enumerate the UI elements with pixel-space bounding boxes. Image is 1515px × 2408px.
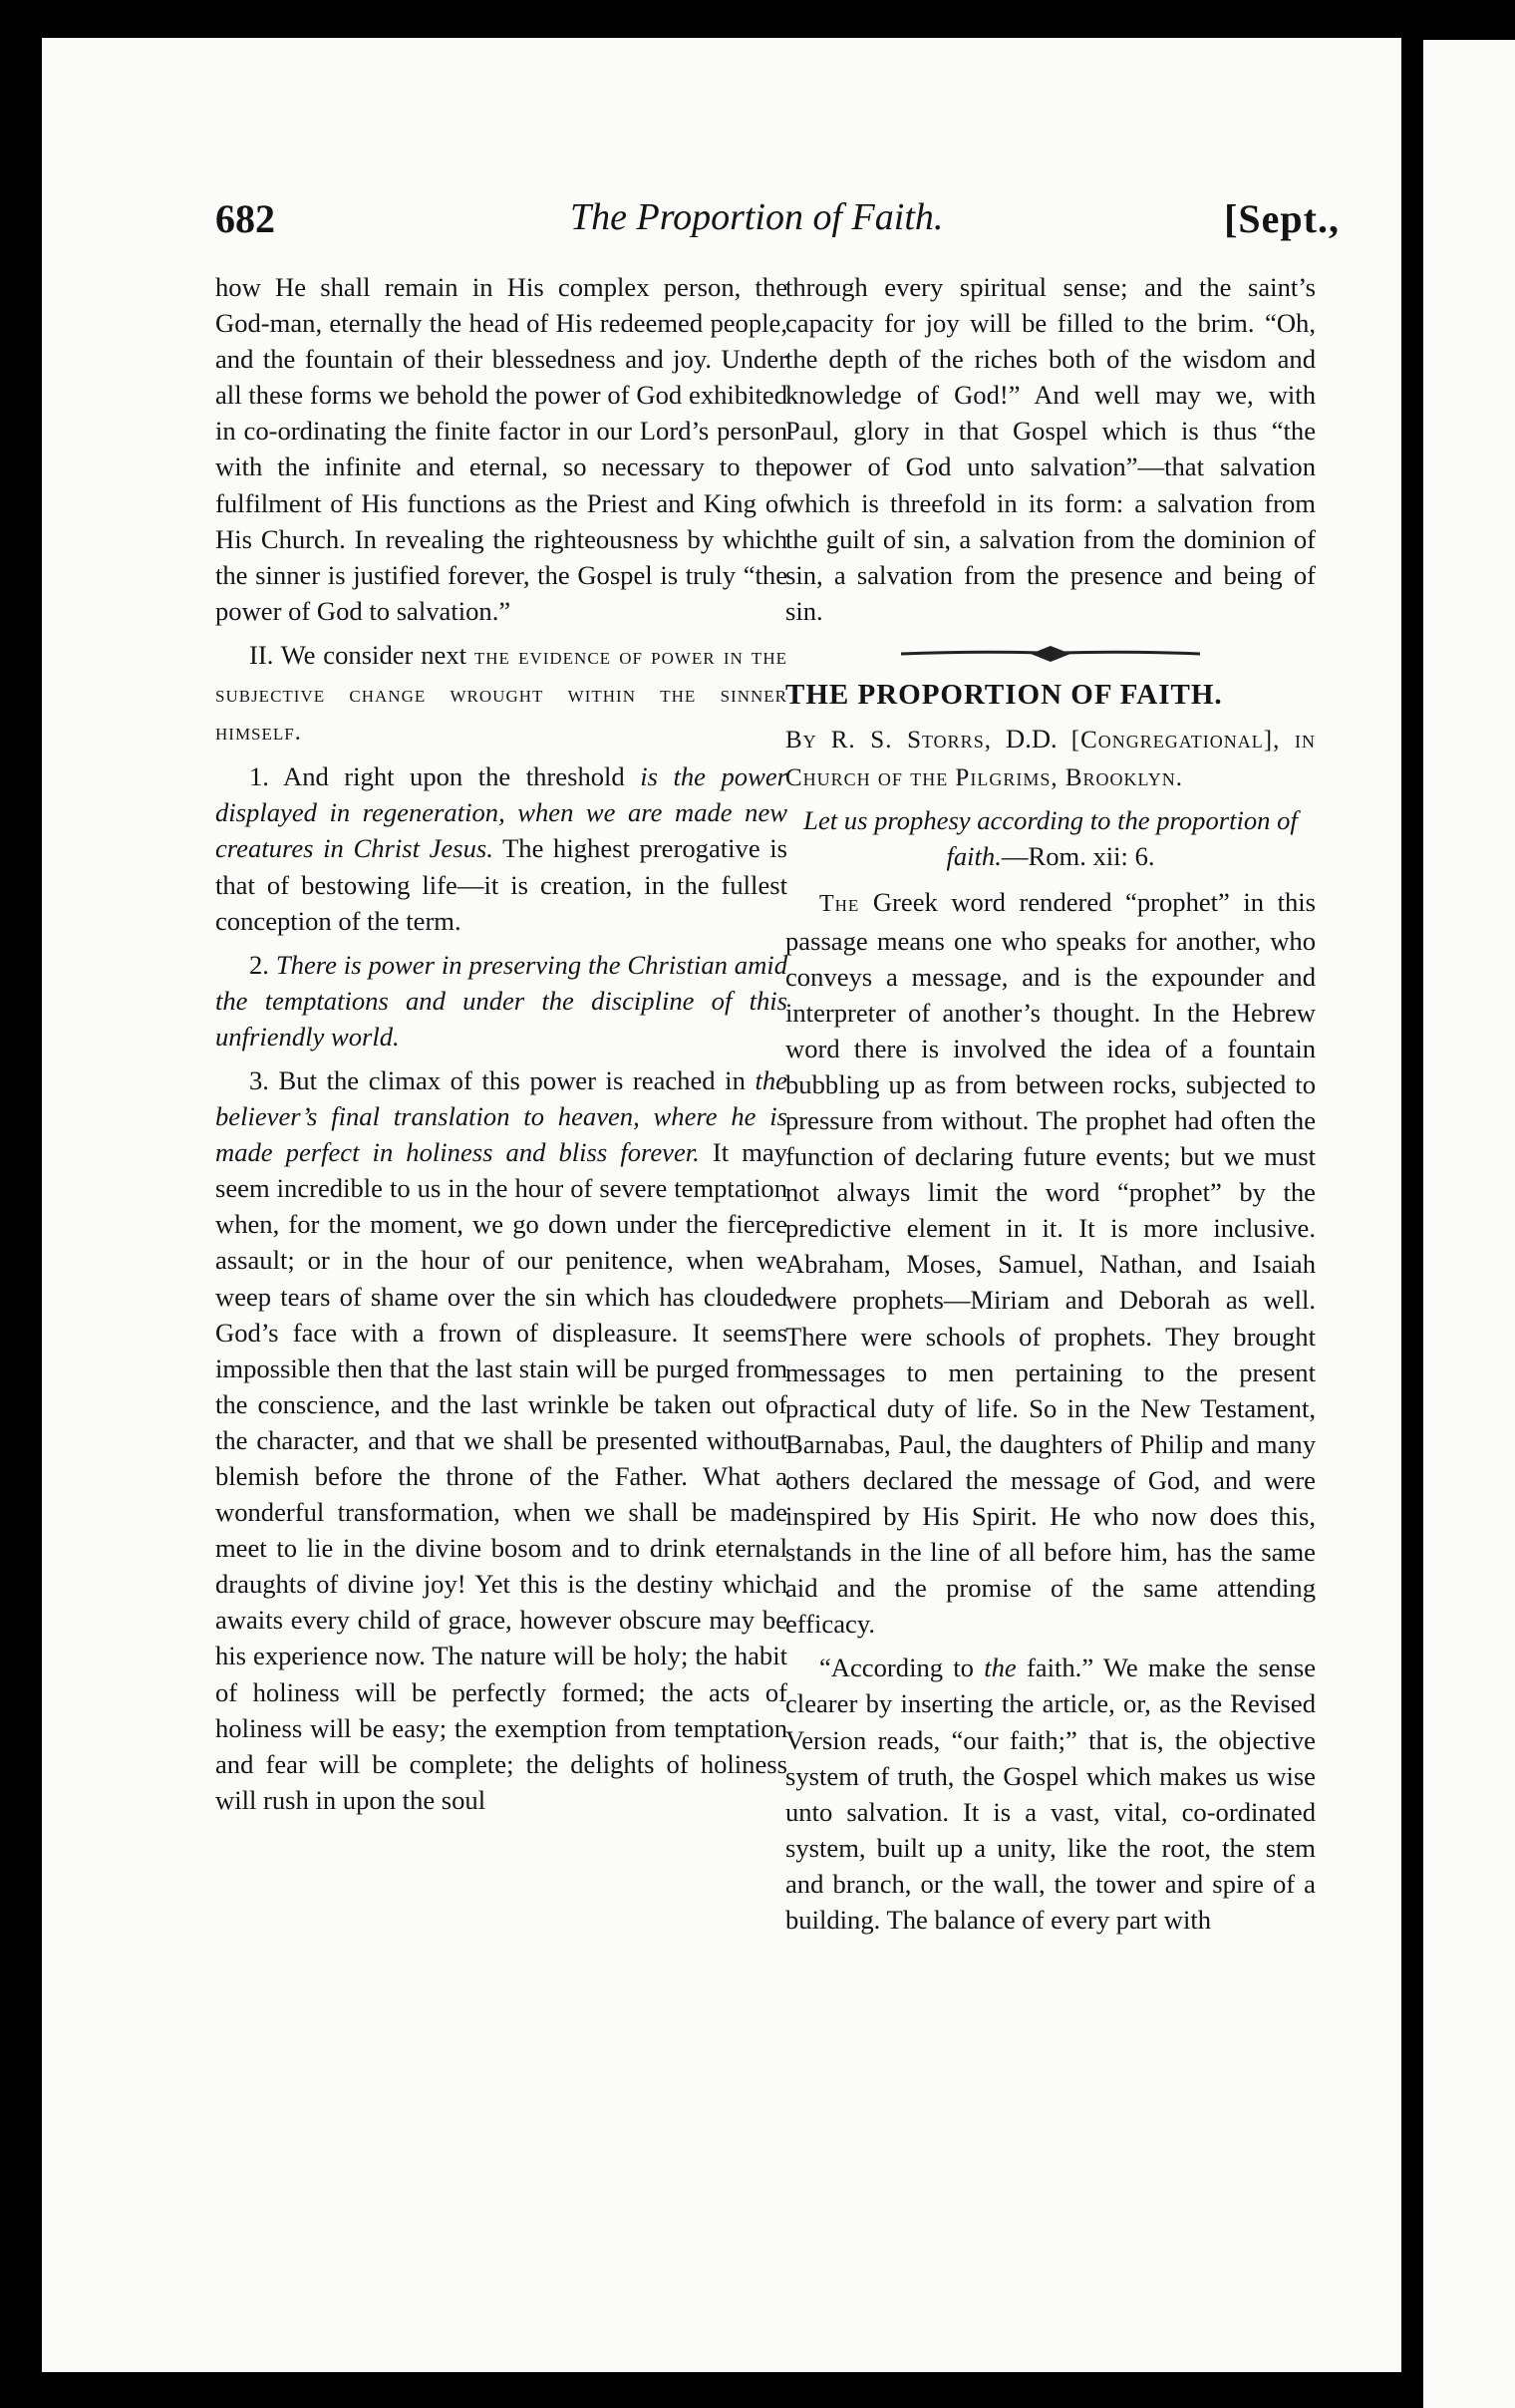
paragraph — [215, 947, 787, 1054]
italic-text: There is power in preserving the Christian amid the temptations and under the discipline of this unfriendly world. — [215, 949, 787, 1052]
byline-by: By — [785, 727, 817, 754]
paragraph — [215, 1062, 787, 1818]
paragraph: how He shall remain in His complex person, the God-man, eternally the head of His redeemed people, and the fountain of their blessedness and joy. Under all these forms we behold the power of God exhibited in co-ordinating the finite factor in our Lord’s person with the infinite and eternal, so necessary to the fulfilment of His functions as the Priest and King of His Church. In revealing the righteousness by which the sinner is justified forever, the Gospel is truly “the power of God to salvation.” — [215, 272, 787, 626]
paragraph-text: “According to — [819, 1653, 974, 1683]
page-number: 682 — [215, 196, 275, 241]
ornamental-rule — [785, 635, 1316, 673]
right-column — [785, 269, 1316, 1938]
facing-page-edge — [1423, 40, 1515, 2408]
paragraph-lead: II. We consider next — [249, 639, 467, 670]
epigraph — [785, 802, 1316, 874]
paragraph-lead: 1. And right upon the threshold — [249, 761, 625, 792]
author-degree: D.D. — [1006, 724, 1058, 754]
paragraph — [785, 1650, 1316, 1938]
paragraph — [215, 637, 787, 751]
italic-text: the — [984, 1653, 1017, 1683]
epigraph-reference: —Rom. xii: 6. — [1001, 841, 1155, 872]
italic-text: the believer’s final translation to heaven, where he is made perfect in holiness and bliss forever. — [215, 1064, 787, 1168]
running-title: The Proportion of Faith. — [570, 196, 944, 238]
byline — [785, 721, 1316, 796]
left-column — [215, 269, 787, 1818]
paragraph-text: faith.” We make the sense clearer by inserting the article, or, as the Revised Version reads, “our faith;” that is, the objective system of truth, the Gospel which makes us wise unto salvation. It is a vast, vital, co-ordinated system, built up a unity, like the root, the stem and branch, or the wall, the tower and spire of a building. The balance of every part with — [785, 1653, 1316, 1936]
running-date: [Sept., — [1224, 196, 1340, 241]
paragraph: through every spiritual sense; and the saint’s capacity for joy will be filled to the brim. “Oh, the depth of the riches both of the wisdom and knowledge of God!” And well may we, with Paul, glory in that Gospel which is thus “the power of God unto salvation”—that salvation which is threefold in its form: a salvation from the guilt of sin, a salvation from the dominion of sin, a salvation from the presence and being of sin. — [785, 272, 1316, 626]
paragraph-text: Greek word rendered “prophet” in this passage means one who speaks for another, who conveys a message, and is the expounder and interpreter of another’s thought. In the Hebrew word there is involved the idea of a fountain bubbling up as from between rocks, subjected to pressure from without. The prophet had often the function of declaring future events; but we must not always limit the word “prophet” by the predictive element in it. It is more inclusive. Abraham, Moses, Samuel, Nathan, and Isaiah were prophets—Miriam and Deborah as well. There were schools of prophets. They brought messages to men pertaining to the present practical duty of life. So in the New Testament, Barnabas, Paul, the daughters of Philip and many others declared the message of God, and were inspired by His Spirit. He who now does this, stands in the line of all before him, has the same aid and the promise of the same attending efficacy. — [785, 887, 1316, 1640]
running-head — [171, 195, 1340, 255]
paragraph — [215, 758, 787, 938]
paragraph-lead: 2. — [249, 949, 269, 980]
small-caps-heading: the evidence of power in the subjective change wrought within the sinner himself. — [215, 643, 787, 747]
ornament-icon — [901, 644, 1200, 664]
byline-affiliation: [Congregational], in Church of the Pilgrims, Brooklyn. — [785, 727, 1316, 792]
page-gutter — [1401, 38, 1423, 2372]
paragraph-text: It may seem incredible to us in the hour of severe temptation when, for the moment, we go down under the fierce assault; or in the hour of our penitence, when we weep tears of shame over the sin which has clouded God’s face with a frown of displeasure. It seems impossible then that the last stain will be purged from the conscience, and the last wrinkle be taken out of the character, and that we shall be presented without blemish before the throne of the Father. What a wonderful transformation, when we shall be made meet to lie in the divine bosom and to drink eternal draughts of divine joy! Yet this is the destiny which awaits every child of grace, however obscure may be his experience now. The nature will be holy; the habit of holiness will be perfectly formed; the acts of holiness will be easy; the exemption from temptation and fear will be complete; the delights of holiness will rush in upon the soul — [215, 1137, 787, 1815]
epigraph-text: Let us prophesy according to the proportion of faith. — [803, 805, 1298, 872]
sermon-title: THE PROPORTION OF FAITH. — [785, 678, 1223, 711]
paragraph — [785, 884, 1316, 1642]
author-name: R. S. Storrs, — [830, 727, 992, 754]
paragraph-lead: 3. But the climax of this power is reached in — [249, 1064, 746, 1095]
italic-text: is the power displayed in regeneration, when we are made new creatures in Christ Jesus. — [215, 761, 787, 864]
paragraph-lead: The — [819, 891, 860, 918]
paragraph-text: The highest prerogative is that of bestowing life—it is creation, in the fullest conception of the term. — [215, 833, 788, 936]
